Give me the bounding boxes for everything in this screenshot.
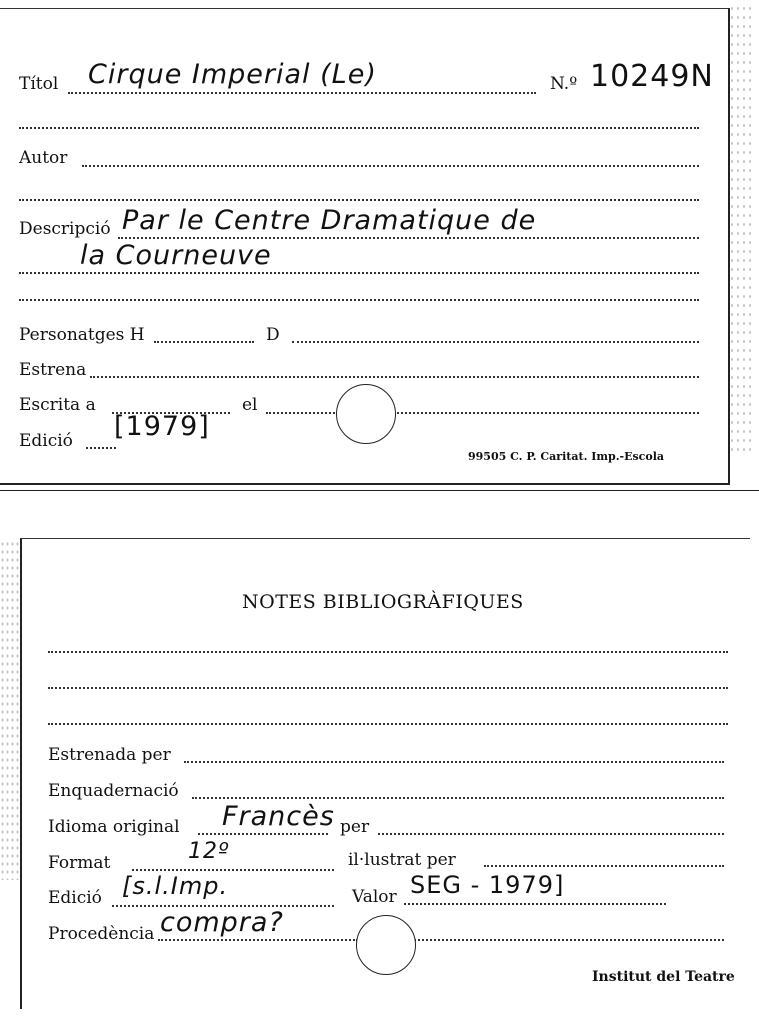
descripcio-line-2: [19, 272, 699, 274]
personatges-d-line: [292, 341, 699, 343]
descripcio-value-line1: Par le Centre Dramatique de: [122, 205, 537, 236]
titol-label: Títol: [19, 74, 59, 94]
titol-line: [68, 92, 536, 94]
edicio-line: [86, 447, 116, 449]
format-value: 12º: [188, 839, 230, 864]
autor-label: Autor: [19, 148, 68, 168]
illustrat-label: il·lustrat per: [348, 850, 456, 870]
edicio-value: [1979]: [114, 411, 210, 442]
printer-note: 99505 C. P. Caritat. Imp.-Escola: [468, 450, 665, 463]
estrenada-label: Estrenada per: [48, 745, 171, 765]
catalog-card-front: [0, 8, 730, 485]
institution-name: Institut del Teatre: [592, 969, 735, 985]
format-label: Format: [48, 853, 111, 873]
personatges-d-label: D: [266, 325, 280, 345]
back-edicio-value: [s.l.Imp.: [122, 872, 229, 900]
scan-noise-right: [729, 4, 755, 454]
notes-line-3: [48, 723, 728, 725]
descripcio-line-3: [19, 299, 699, 301]
notes-heading: NOTES BIBLIOGRÀFIQUES: [242, 591, 524, 613]
procedencia-line: [158, 939, 358, 941]
estrena-line: [90, 376, 699, 378]
estrenada-line: [184, 761, 724, 763]
procedencia-label: Procedència: [48, 924, 155, 944]
valor-label: Valor: [352, 887, 397, 907]
back-edicio-label: Edició: [48, 888, 102, 908]
catalog-card-back: [20, 538, 750, 1009]
card-separator: [0, 490, 759, 491]
format-line: [132, 869, 334, 871]
descripcio-line-1: [118, 237, 699, 239]
idioma-value: Francès: [222, 801, 335, 832]
autor-line: [82, 165, 699, 167]
back-punch-hole: [356, 915, 416, 975]
valor-line: [404, 903, 666, 905]
idioma-per-line: [378, 833, 724, 835]
numero-label: N.º: [550, 74, 578, 94]
personatges-h-line: [154, 341, 254, 343]
titol-continuation-line: [19, 127, 699, 129]
idioma-label: Idioma original: [48, 817, 180, 837]
idioma-line: [198, 833, 328, 835]
edicio-label: Edició: [19, 431, 73, 451]
punch-hole: [336, 384, 396, 444]
el-label: el: [242, 395, 258, 415]
illustrat-line: [484, 865, 724, 867]
notes-line-2: [48, 687, 728, 689]
notes-line-1: [48, 651, 728, 653]
procedencia-line-2: [414, 939, 724, 941]
personatges-label: Personatges H: [19, 325, 145, 345]
descripcio-value-line2: la Courneuve: [80, 240, 272, 271]
autor-continuation-line: [19, 199, 699, 201]
escrita-label: Escrita a: [19, 395, 96, 415]
descripcio-label: Descripció: [19, 219, 111, 239]
valor-value: SEG - 1979]: [410, 871, 565, 899]
idioma-per-label: per: [340, 817, 370, 837]
procedencia-value: compra?: [160, 907, 284, 938]
enquadernacio-line: [192, 797, 724, 799]
enquadernacio-label: Enquadernació: [48, 781, 179, 801]
titol-value: Cirque Imperial (Le): [88, 59, 377, 90]
estrena-label: Estrena: [19, 360, 87, 380]
numero-value: 10249N: [590, 59, 714, 94]
el-line: [266, 412, 699, 414]
